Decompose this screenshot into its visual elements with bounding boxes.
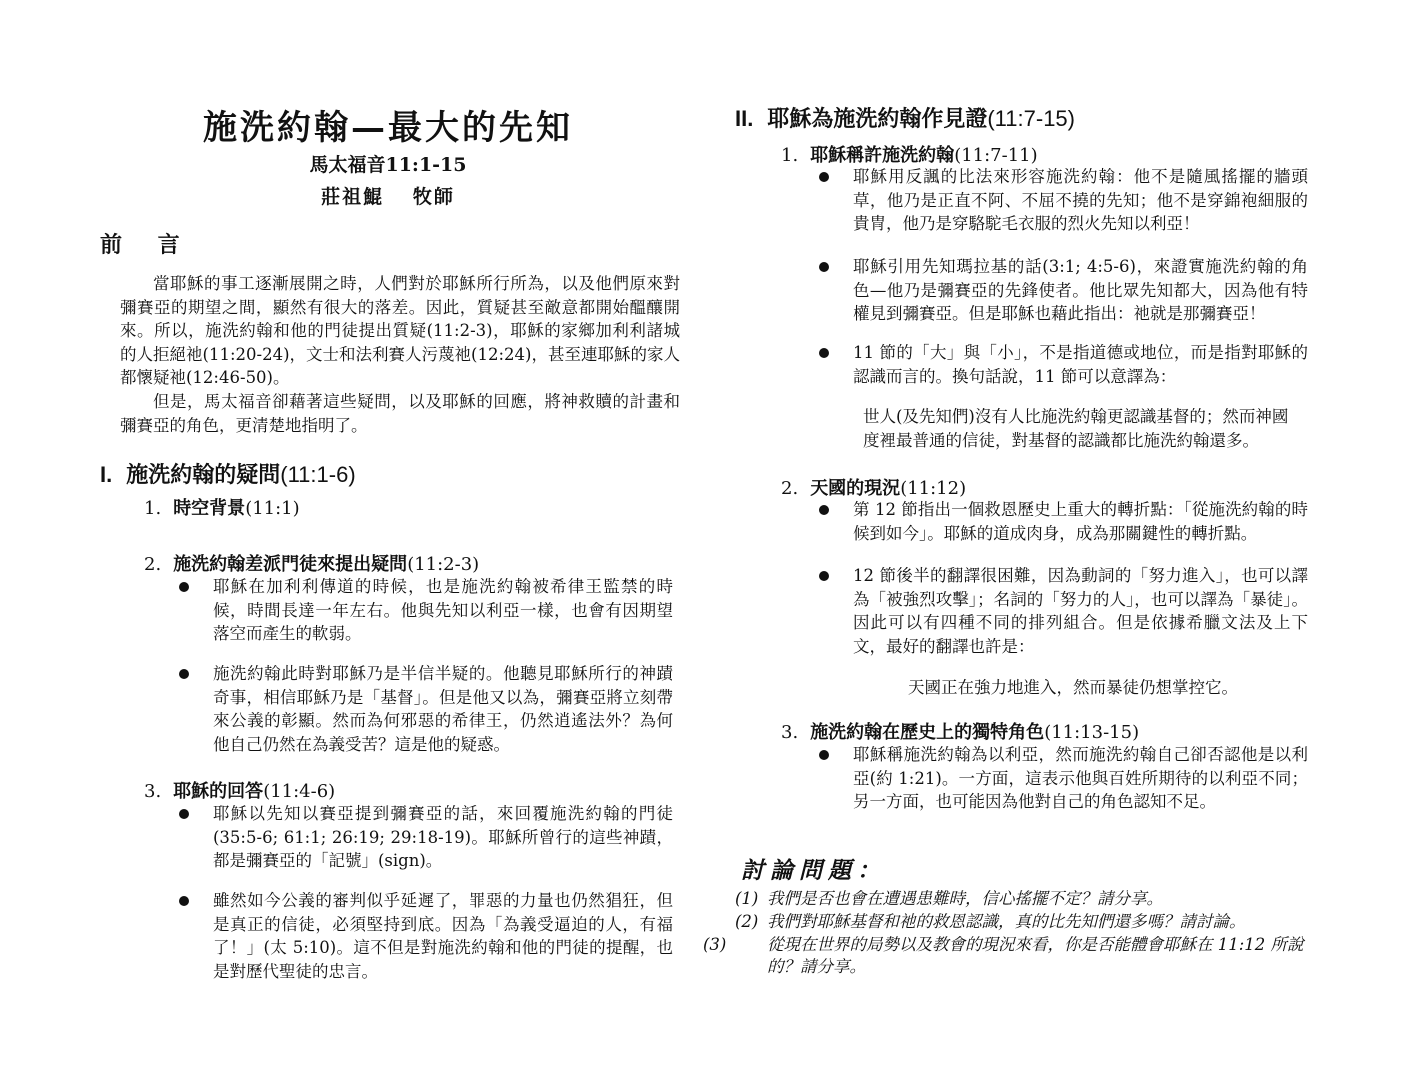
subsection-title: 施洗約翰差派門徒來提出疑問 xyxy=(173,554,408,575)
subsection-title: 天國的現況 xyxy=(810,478,901,499)
bullet-dot xyxy=(819,348,829,358)
block-quote: 天國正在強力地進入，然而暴徒仍想掌控它。 xyxy=(908,678,1238,697)
subsection-title: 時空背景 xyxy=(173,498,246,519)
subsection-ref: (11:4-6) xyxy=(263,781,336,802)
bullet-item xyxy=(213,889,673,983)
section-title: 耶穌為施洗約翰作見證 xyxy=(767,106,988,132)
subsection-2-2-heading xyxy=(781,474,966,500)
subsection-1-1-heading xyxy=(144,494,300,520)
bullet-dot xyxy=(819,505,829,515)
bullet-text: 耶穌在加利利傳道的時候，也是施洗約翰被希律王監禁的時候，時間長達一年左右。他與先知以利亞一樣，也會有因期望落空而產生的軟弱。 xyxy=(213,577,673,643)
subsection-2-3-heading xyxy=(781,718,1139,744)
question-number: (2) xyxy=(735,912,759,931)
bullet-item xyxy=(853,341,1308,388)
bullet-text: 12 節後半的翻譯很困難，因為動詞的「努力進入」，也可以譯為「被強烈攻擊」；名詞的「努力的人」，也可以譯為「暴徒」。因此可以有四種不同的排列組合。但是依據希臘文法及上下文，最好的翻譯也許是： xyxy=(853,566,1308,656)
preface-paragraph-2: 但是，馬太福音卻藉著這些疑問，以及耶穌的回應，將神救贖的計畫和彌賽亞的角色，更清楚地指明了。 xyxy=(120,392,680,435)
subsection-ref: (11:2-3) xyxy=(407,554,480,575)
bullet-dot xyxy=(819,571,829,581)
page-title: 施洗約翰—最大的先知 xyxy=(203,108,573,148)
bullet-item xyxy=(853,743,1308,814)
question-text: 從現在世界的局勢以及教會的現況來看，你是否能體會耶穌在 11:12 所說的？請分享。 xyxy=(767,935,1304,976)
author xyxy=(98,182,678,209)
question-number: (3) xyxy=(703,935,727,954)
preface-paragraph-1: 當耶穌的事工逐漸展開之時，人們對於耶穌所行所為，以及他們原來對彌賽亞的期望之間，顯然有很大的落差。因此，質疑甚至敵意都開始醞釀開來。所以，施洗約翰和他的門徒提出質疑(11:2-3)，耶穌的家鄉加利利諸城的人拒絕祂(11:20-24)，文士和法利賽人污蔑祂(12:24)，甚至連耶穌的家人都懷疑祂(12:46-50)。 xyxy=(120,274,680,387)
bullet-item xyxy=(213,662,673,756)
bullet-dot xyxy=(179,669,189,679)
bullet-text: 11 節的「大」與「小」，不是指道德或地位，而是指對耶穌的認識而言的。換句話說，11 節可以意譯為： xyxy=(853,343,1308,386)
section-ref: (11:1-6) xyxy=(280,462,356,487)
bullet-item xyxy=(853,165,1308,236)
bullet-text: 施洗約翰此時對耶穌乃是半信半疑的。他聽見耶穌所行的神蹟奇事，相信耶穌乃是「基督」。但是他又以為，彌賽亞將立刻帶來公義的彰顯。然而為何邪惡的希律王，仍然逍遙法外？為何他自己仍然在為義受苦？這是他的疑惑。 xyxy=(213,664,673,754)
scripture-reference: 馬太福音11:1-15 xyxy=(309,154,467,176)
subsection-title: 耶穌稱許施洗約翰 xyxy=(810,145,955,166)
bullet-item xyxy=(213,575,673,646)
bullet-item xyxy=(853,498,1308,545)
question-text: 我們對耶穌基督和祂的救恩認識，真的比先知們還多嗎？請討論。 xyxy=(767,912,1246,931)
section-number: II. xyxy=(735,106,754,131)
subsection-ref: (11:13-15) xyxy=(1044,722,1140,743)
subsection-number: 1. xyxy=(144,498,162,519)
bullet-item xyxy=(853,255,1308,326)
section-2-heading xyxy=(735,102,1075,133)
subsection-ref: (11:7-11) xyxy=(954,145,1038,166)
block-quote: 世人(及先知們)沒有人比施洗約翰更認識基督的；然而神國度裡最普通的信徒，對基督的認識都比施洗約翰還多。 xyxy=(863,407,1289,450)
bullet-text: 耶穌用反諷的比法來形容施洗約翰：他不是隨風搖擺的牆頭草，他乃是正直不阿、不屈不撓的先知；他不是穿錦袍細服的貴冑，他乃是穿駱駝毛衣服的烈火先知以利亞！ xyxy=(853,167,1308,233)
section-number: I. xyxy=(100,462,113,487)
subsection-1-3-heading xyxy=(144,777,335,803)
discussion-question xyxy=(703,934,1327,978)
discussion-heading: 討論問題： xyxy=(741,857,886,884)
subsection-number: 3. xyxy=(781,722,799,743)
subsection-1-2-heading xyxy=(144,550,479,576)
bullet-dot xyxy=(819,262,829,272)
section-1-heading xyxy=(100,458,356,489)
subsection-title: 耶穌的回答 xyxy=(173,781,264,802)
bullet-text: 耶穌以先知以賽亞提到彌賽亞的話，來回覆施洗約翰的門徒(35:5-6; 61:1; 26:19; 29:18-19)。耶穌所曾行的這些神蹟，都是彌賽亞的「記號」(sign)。 xyxy=(213,804,673,870)
discussion-question xyxy=(735,888,1325,910)
subsection-2-1-heading xyxy=(781,141,1038,167)
bullet-dot xyxy=(179,809,189,819)
author-title: 牧師 xyxy=(412,186,455,208)
bullet-text: 耶穌引用先知瑪拉基的話(3:1; 4:5-6)，來證實施洗約翰的角色—他乃是彌賽亞的先鋒使者。他比眾先知都大，因為他有特權見到彌賽亞。但是耶穌也藉此指出：祂就是那彌賽亞！ xyxy=(853,257,1308,323)
bullet-text: 第 12 節指出一個救恩歷史上重大的轉折點：「從施洗約翰的時候到如今」。耶穌的道成肉身，成為那關鍵性的轉折點。 xyxy=(853,500,1308,543)
subsection-ref: (11:12) xyxy=(900,478,967,499)
subsection-number: 2. xyxy=(781,478,799,499)
subsection-number: 3. xyxy=(144,781,162,802)
section-title: 施洗約翰的疑問 xyxy=(126,462,281,488)
question-number: (1) xyxy=(735,889,759,908)
bullet-item xyxy=(213,802,673,873)
author-name: 莊祖鯤 xyxy=(321,186,385,208)
bullet-item xyxy=(853,564,1308,658)
subsection-title: 施洗約翰在歷史上的獨特角色 xyxy=(810,722,1045,743)
subsection-number: 1. xyxy=(781,145,799,166)
bullet-dot xyxy=(819,172,829,182)
bullet-dot xyxy=(179,896,189,906)
preface-heading: 前 言 xyxy=(100,232,194,258)
section-ref: (11:7-15) xyxy=(987,106,1075,131)
bullet-text: 耶穌稱施洗約翰為以利亞，然而施洗約翰自己卻否認他是以利亞(約 1:21)。一方面，這表示他與百姓所期待的以利亞不同；另一方面，也可能因為他對自己的角色認知不足。 xyxy=(853,745,1308,811)
bullet-text: 雖然如今公義的審判似乎延遲了，罪惡的力量也仍然猖狂，但是真正的信徒，必須堅持到底。因為「為義受逼迫的人，有福了！」(太 5:10)。這不但是對施洗約翰和他的門徒的提醒，也是對歷代聖徒的忠言。 xyxy=(213,891,673,981)
question-text: 我們是否也會在遭遇患難時，信心搖擺不定？請分享。 xyxy=(767,889,1163,908)
subsection-ref: (11:1) xyxy=(245,498,300,519)
bullet-dot xyxy=(819,750,829,760)
bullet-dot xyxy=(179,582,189,592)
subsection-number: 2. xyxy=(144,554,162,575)
discussion-question xyxy=(735,911,1325,933)
